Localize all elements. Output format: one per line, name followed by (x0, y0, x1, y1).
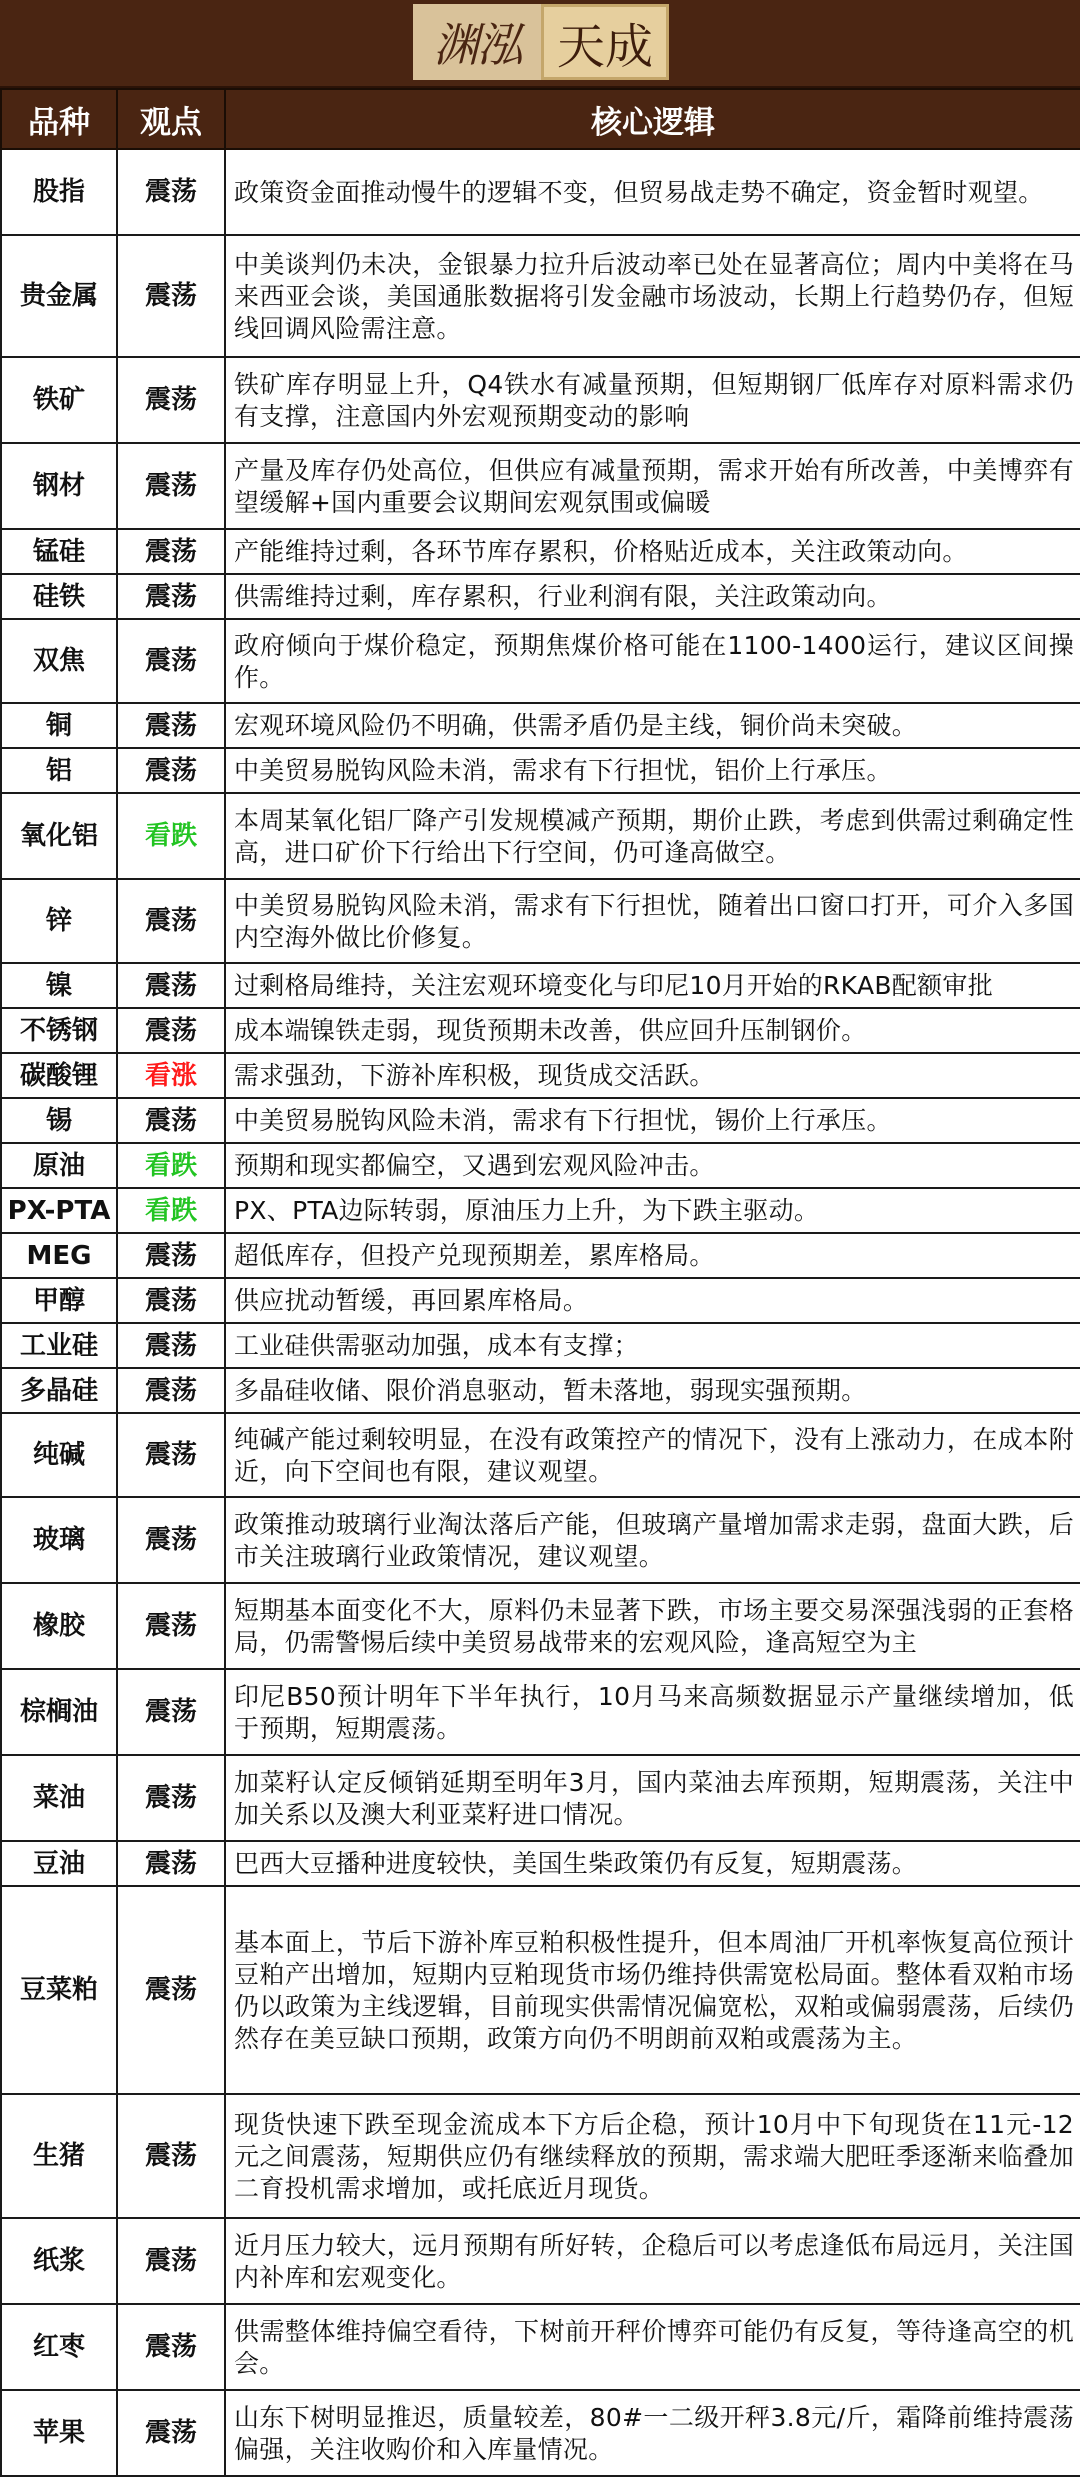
table-row (1, 1886, 1080, 2094)
table-row (1, 443, 1080, 529)
variety-cell: 生猪 (1, 2094, 117, 2218)
logic-cell: 本周某氧化铝厂降产引发规模减产预期，期价止跌，考虑到供需过剩确定性高，进口矿价下行给出下行空间，仍可逢高做空。 (225, 793, 1080, 879)
logic-cell: 供应扰动暂缓，再回累库格局。 (225, 1278, 1080, 1323)
table-row (1, 1497, 1080, 1583)
variety-cell: 碳酸锂 (1, 1053, 117, 1098)
table-row (1, 1323, 1080, 1368)
view-cell: 震荡 (117, 2218, 225, 2304)
logic-cell: 铁矿库存明显上升，Q4铁水有减量预期，但短期钢厂低库存对原料需求仍有支撑，注意国内外宏观预期变动的影响 (225, 357, 1080, 443)
logic-cell: 中美贸易脱钩风险未消，需求有下行担忧，随着出口窗口打开，可介入多国内空海外做比价修复。 (225, 879, 1080, 963)
logic-cell: 产能维持过剩，各环节库存累积，价格贴近成本，关注政策动向。 (225, 529, 1080, 574)
logic-cell: 产量及库存仍处高位，但供应有减量预期，需求开始有所改善，中美博弈有望缓解+国内重要会议期间宏观氛围或偏暖 (225, 443, 1080, 529)
column-header-variety: 品种 (1, 89, 117, 149)
logic-cell: 成本端镍铁走弱，现货预期未改善，供应回升压制钢价。 (225, 1008, 1080, 1053)
table-row (1, 2218, 1080, 2304)
view-cell: 震荡 (117, 1669, 225, 1755)
logo-right-seal: 天成 (541, 4, 669, 80)
logic-cell: 山东下树明显推迟，质量较差，80#一二级开秤3.8元/斤，霜降前维持震荡偏强，关注收购价和入库量情况。 (225, 2390, 1080, 2476)
table-row (1, 963, 1080, 1008)
view-cell: 震荡 (117, 1323, 225, 1368)
logic-cell: 需求强劲，下游补库积极，现货成交活跃。 (225, 1053, 1080, 1098)
table-row (1, 1755, 1080, 1841)
table-row (1, 529, 1080, 574)
variety-cell: 铁矿 (1, 357, 117, 443)
view-cell: 震荡 (117, 235, 225, 357)
variety-cell: 豆油 (1, 1841, 117, 1886)
table-row (1, 2094, 1080, 2218)
variety-cell: 锌 (1, 879, 117, 963)
view-cell: 震荡 (117, 619, 225, 703)
variety-cell: PX-PTA (1, 1188, 117, 1233)
variety-cell: 不锈钢 (1, 1008, 117, 1053)
variety-cell: 贵金属 (1, 235, 117, 357)
view-cell: 震荡 (117, 963, 225, 1008)
logic-cell: 宏观环境风险仍不明确，供需矛盾仍是主线，铜价尚未突破。 (225, 703, 1080, 748)
logic-cell: 预期和现实都偏空，又遇到宏观风险冲击。 (225, 1143, 1080, 1188)
variety-cell: 工业硅 (1, 1323, 117, 1368)
logic-cell: 供需维持过剩，库存累积，行业利润有限，关注政策动向。 (225, 574, 1080, 619)
variety-cell: 原油 (1, 1143, 117, 1188)
brand-logo (413, 4, 669, 80)
logic-cell: 巴西大豆播种进度较快，美国生柴政策仍有反复，短期震荡。 (225, 1841, 1080, 1886)
view-cell: 震荡 (117, 1886, 225, 2094)
view-cell: 震荡 (117, 2390, 225, 2476)
table-body (1, 149, 1080, 2476)
view-cell: 震荡 (117, 443, 225, 529)
view-cell: 震荡 (117, 2094, 225, 2218)
view-cell: 震荡 (117, 1368, 225, 1413)
logic-cell: 政策资金面推动慢牛的逻辑不变，但贸易战走势不确定，资金暂时观望。 (225, 149, 1080, 235)
view-cell: 震荡 (117, 879, 225, 963)
variety-cell: 镍 (1, 963, 117, 1008)
table-row (1, 793, 1080, 879)
logic-cell: 政策推动玻璃行业淘汰落后产能，但玻璃产量增加需求走弱，盘面大跌，后市关注玻璃行业政策情况，建议观望。 (225, 1497, 1080, 1583)
table-row (1, 748, 1080, 793)
variety-cell: 铝 (1, 748, 117, 793)
variety-cell: 锰硅 (1, 529, 117, 574)
view-cell: 震荡 (117, 357, 225, 443)
table-row (1, 2390, 1080, 2476)
view-cell: 震荡 (117, 1755, 225, 1841)
logic-cell: 中美谈判仍未决，金银暴力拉升后波动率已处在显著高位；周内中美将在马来西亚会谈，美国通胀数据将引发金融市场波动，长期上行趋势仍存，但短线回调风险需注意。 (225, 235, 1080, 357)
table-row (1, 1368, 1080, 1413)
view-cell: 震荡 (117, 1098, 225, 1143)
view-cell: 震荡 (117, 1497, 225, 1583)
variety-cell: 橡胶 (1, 1583, 117, 1669)
table-row (1, 2304, 1080, 2390)
logic-cell: PX、PTA边际转弱，原油压力上升，为下跌主驱动。 (225, 1188, 1080, 1233)
table-row (1, 1278, 1080, 1323)
table-row (1, 619, 1080, 703)
variety-cell: 豆菜粕 (1, 1886, 117, 2094)
variety-cell: 氧化铝 (1, 793, 117, 879)
variety-cell: 苹果 (1, 2390, 117, 2476)
table-row (1, 1143, 1080, 1188)
logic-cell: 过剩格局维持，关注宏观环境变化与印尼10月开始的RKAB配额审批 (225, 963, 1080, 1008)
variety-cell: 棕榈油 (1, 1669, 117, 1755)
logo-left-glyphs: 渊泓 (413, 4, 541, 80)
logic-cell: 短期基本面变化不大，原料仍未显著下跌，市场主要交易深强浅弱的正套格局，仍需警惕后续中美贸易战带来的宏观风险，逢高短空为主 (225, 1583, 1080, 1669)
column-header-logic: 核心逻辑 (225, 89, 1080, 149)
logic-cell: 工业硅供需驱动加强，成本有支撑； (225, 1323, 1080, 1368)
view-cell: 震荡 (117, 703, 225, 748)
view-cell: 震荡 (117, 574, 225, 619)
view-cell: 看跌 (117, 1188, 225, 1233)
view-cell: 震荡 (117, 1841, 225, 1886)
table-row (1, 149, 1080, 235)
view-cell: 震荡 (117, 1413, 225, 1497)
table-row (1, 1098, 1080, 1143)
table-row (1, 574, 1080, 619)
table-header-row (1, 89, 1080, 149)
table-row (1, 1583, 1080, 1669)
variety-cell: 钢材 (1, 443, 117, 529)
table-row (1, 703, 1080, 748)
variety-cell: 纯碱 (1, 1413, 117, 1497)
view-cell: 震荡 (117, 529, 225, 574)
logic-cell: 多晶硅收储、限价消息驱动，暂未落地，弱现实强预期。 (225, 1368, 1080, 1413)
logic-cell: 纯碱产能过剩较明显，在没有政策控产的情况下，没有上涨动力，在成本附近，向下空间也有限，建议观望。 (225, 1413, 1080, 1497)
logic-cell: 中美贸易脱钩风险未消，需求有下行担忧，铝价上行承压。 (225, 748, 1080, 793)
variety-cell: 甲醇 (1, 1278, 117, 1323)
variety-cell: 股指 (1, 149, 117, 235)
view-cell: 震荡 (117, 748, 225, 793)
variety-cell: 锡 (1, 1098, 117, 1143)
variety-cell: 铜 (1, 703, 117, 748)
variety-cell: MEG (1, 1233, 117, 1278)
view-cell: 看跌 (117, 1143, 225, 1188)
variety-cell: 多晶硅 (1, 1368, 117, 1413)
view-cell: 看跌 (117, 793, 225, 879)
table-row (1, 1233, 1080, 1278)
table-row (1, 235, 1080, 357)
view-cell: 震荡 (117, 1278, 225, 1323)
logic-cell: 政府倾向于煤价稳定，预期焦煤价格可能在1100-1400运行，建议区间操作。 (225, 619, 1080, 703)
logic-cell: 超低库存，但投产兑现预期差，累库格局。 (225, 1233, 1080, 1278)
variety-cell: 纸浆 (1, 2218, 117, 2304)
header-banner (0, 0, 1080, 88)
view-cell: 震荡 (117, 1583, 225, 1669)
logic-cell: 加菜籽认定反倾销延期至明年3月，国内菜油去库预期，短期震荡，关注中加关系以及澳大利亚菜籽进口情况。 (225, 1755, 1080, 1841)
logic-cell: 中美贸易脱钩风险未消，需求有下行担忧，锡价上行承压。 (225, 1098, 1080, 1143)
view-cell: 看涨 (117, 1053, 225, 1098)
variety-cell: 玻璃 (1, 1497, 117, 1583)
table-row (1, 879, 1080, 963)
column-header-view: 观点 (117, 89, 225, 149)
variety-cell: 双焦 (1, 619, 117, 703)
view-cell: 震荡 (117, 149, 225, 235)
variety-cell: 硅铁 (1, 574, 117, 619)
logic-cell: 印尼B50预计明年下半年执行，10月马来高频数据显示产量继续增加，低于预期，短期震荡。 (225, 1669, 1080, 1755)
view-cell: 震荡 (117, 2304, 225, 2390)
table-row (1, 1188, 1080, 1233)
table-row (1, 1413, 1080, 1497)
logic-cell: 近月压力较大，远月预期有所好转，企稳后可以考虑逢低布局远月，关注国内补库和宏观变化。 (225, 2218, 1080, 2304)
logic-cell: 现货快速下跌至现金流成本下方后企稳，预计10月中下旬现货在11元-12元之间震荡，短期供应仍有继续释放的预期，需求端大肥旺季逐渐来临叠加二育投机需求增加，或托底近月现货。 (225, 2094, 1080, 2218)
variety-cell: 红枣 (1, 2304, 117, 2390)
logic-cell: 供需整体维持偏空看待，下树前开秤价博弈可能仍有反复，等待逢高空的机会。 (225, 2304, 1080, 2390)
view-cell: 震荡 (117, 1008, 225, 1053)
table-row (1, 1669, 1080, 1755)
table-row (1, 1008, 1080, 1053)
table-row (1, 1053, 1080, 1098)
table-row (1, 1841, 1080, 1886)
views-table (0, 88, 1080, 2477)
table-row (1, 357, 1080, 443)
view-cell: 震荡 (117, 1233, 225, 1278)
variety-cell: 菜油 (1, 1755, 117, 1841)
logic-cell: 基本面上，节后下游补库豆粕积极性提升，但本周油厂开机率恢复高位预计豆粕产出增加，短期内豆粕现货市场仍维持供需宽松局面。整体看双粕市场仍以政策为主线逻辑，目前现实供需情况偏宽松，双粕或偏弱震荡，后续仍然存在美豆缺口预期，政策方向仍不明朗前双粕或震荡为主。 (225, 1886, 1080, 2094)
